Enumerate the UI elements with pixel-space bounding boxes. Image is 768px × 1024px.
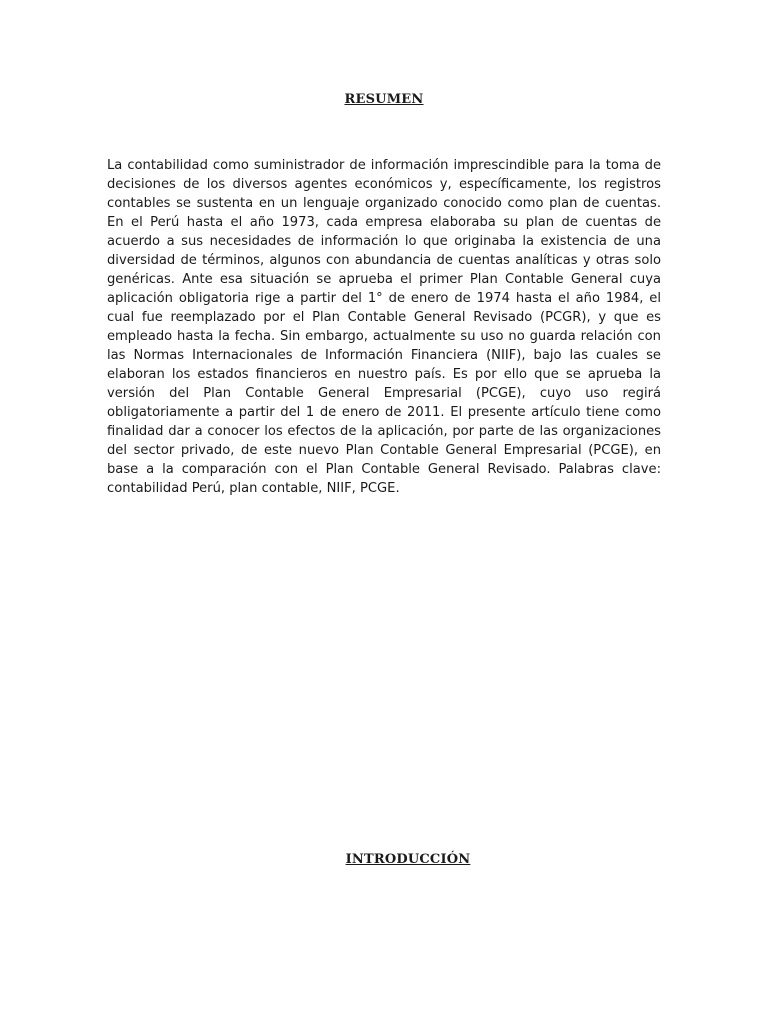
summary-paragraph: La contabilidad como suministrador de información imprescindible para la toma de decisiones de los diversos agentes económicos y, específicamente, los registros contables se sustenta en un lenguaje organizado conocido como plan de cuentas. En el Perú hasta el año 1973, cada empresa elaboraba su plan de cuentas de acuerdo a sus necesidades de información lo que originaba la existencia de una diversidad de términos, algunos con abundancia de cuentas analíticas y otras solo genéricas. Ante esa situación se aprueba el primer Plan Contable General cuya aplicación obligatoria rige a partir del 1° de enero de 1974 hasta el año 1984, el cual fue reemplazado por el Plan Contable General Revisado (PCGR), y que es empleado hasta la fecha. Sin embargo, actualmente su uso no guarda relación con las Normas Internacionales de Información Financiera (NIIF), bajo las cuales se elaboran los estados financieros en nuestro país. Es por ello que se aprueba la versión del Plan Contable General Empresarial (PCGE), cuyo uso regirá obligatoriamente a partir del 1 de enero de 2011. El presente artículo tiene como finalidad dar a conocer los efectos de la aplicación, por parte de las organizaciones del sector privado, de este nuevo Plan Contable General Empresarial (PCGE), en base a la comparación con el Plan Contable General Revisado. Palabras clave: contabilidad Perú, plan contable, NIIF, PCGE. — [107, 158, 661, 496]
summary-heading: RESUMEN — [344, 92, 424, 107]
introduction-heading: INTRODUCCIÓN — [345, 852, 471, 867]
